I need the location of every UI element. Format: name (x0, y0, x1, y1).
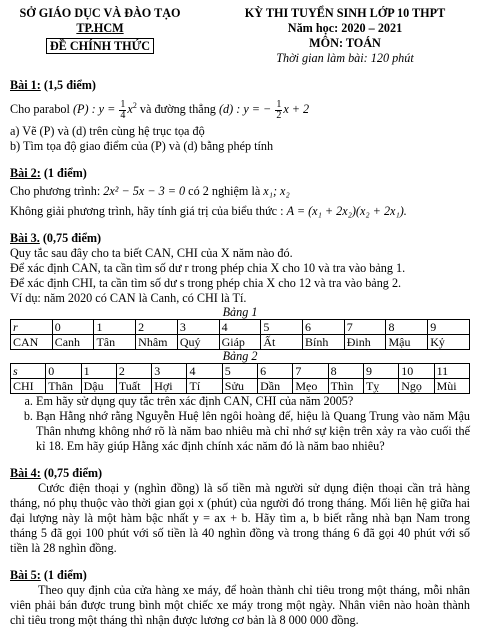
table-cell: Bính (303, 334, 345, 349)
table-cell: 0 (52, 319, 94, 334)
exam-title: KỲ THI TUYỂN SINH LỚP 10 THPT (244, 6, 446, 20)
table-cell: 5 (222, 363, 257, 378)
problem-5-title: Bài 5: (1 điểm) (10, 567, 87, 582)
table-cell: 1 (94, 319, 136, 334)
exam-header (10, 6, 470, 66)
problem-3-b: b. Bạn Hằng nhớ rằng Nguyễn Huệ lên ngôi hoàng đế, hiệu là Quang Trung vào năm Mậu Thân nhưng không nhớ rõ là năm bao nhiêu mà chỉ nhớ sự kiện trên xảy ra vào cuối thế kỉ 18. Em hãy giúp Hằng xác định chính xác năm đó là năm bao nhiêu? (36, 409, 470, 454)
table-cell: 2 (136, 319, 178, 334)
subject: MÔN: TOÁN (309, 36, 381, 50)
table-cell: Mùi (434, 378, 469, 393)
table-cell: Tỵ (363, 378, 398, 393)
fraction-half: $\frac{1}{2}$ (276, 98, 282, 121)
table-cell: 6 (303, 319, 345, 334)
table-1-caption: Bảng 1 (222, 304, 258, 319)
table-cell: CHI (11, 378, 46, 393)
official-label: ĐỀ CHÍNH THỨC (46, 38, 154, 54)
table-cell: Canh (52, 334, 94, 349)
problem-3-a: a. Em hãy sử dụng quy tắc trên xác định CAN, CHI của năm 2005? (36, 394, 470, 409)
table-cell: 4 (187, 363, 222, 378)
problem-3 (10, 231, 470, 454)
dept-name: SỞ GIÁO DỤC VÀ ĐÀO TẠO (19, 6, 181, 20)
problem-1-a: a) Vẽ (P) và (d) trên cùng hệ trục tọa độ (10, 123, 205, 138)
problem-1-title: Bài 1: (1,5 điểm) (10, 78, 96, 92)
table-cell: 4 (219, 319, 261, 334)
table-cell: Tí (187, 378, 222, 393)
problem-1 (10, 78, 470, 154)
table-cell: 8 (386, 319, 428, 334)
table-cell: 6 (258, 363, 293, 378)
table-cell: 10 (399, 363, 434, 378)
table-cell: 8 (328, 363, 363, 378)
problem-3-title: Bài 3. (0,75 điểm) (10, 230, 102, 245)
table-cell: 1 (81, 363, 116, 378)
problem-2 (10, 166, 470, 219)
chi-table (10, 363, 470, 394)
city-name: TP.HCM (76, 21, 124, 35)
table-cell: r (11, 319, 53, 334)
table-cell: Mậu (386, 334, 428, 349)
problem-2-line1: Cho phương trình: 2x² − 5x − 3 = 0 có 2 nghiệm là x₁; x₂ (10, 183, 290, 198)
table-cell: Sửu (222, 378, 257, 393)
header-left (10, 6, 190, 66)
problem-3-questions (10, 394, 470, 454)
problem-3-p4: Ví dụ: năm 2020 có CAN là Canh, có CHI là Tí. (10, 290, 247, 305)
school-year: Năm học: 2020 – 2021 (287, 21, 403, 35)
problem-4 (10, 466, 470, 556)
table-cell: Giáp (219, 334, 261, 349)
problem-3-p2: Để xác định CAN, ta cần tìm số dư r trong phép chia X cho 10 và tra vào bảng 1. (10, 260, 406, 275)
problem-4-title: Bài 4: (0,75 điểm) (10, 465, 103, 480)
problem-3-p3: Để xác định CHI, ta cần tìm số dư s trong phép chia X cho 12 và tra vào bảng 2. (10, 275, 402, 290)
table-cell: s (11, 363, 46, 378)
table-cell: 9 (363, 363, 398, 378)
table-1-head-row (11, 319, 470, 334)
table-cell: Nhâm (136, 334, 178, 349)
table-cell: Đinh (344, 334, 386, 349)
table-cell: 3 (177, 319, 219, 334)
table-cell: 2 (116, 363, 151, 378)
table-cell: Tuất (116, 378, 151, 393)
table-cell: 3 (152, 363, 187, 378)
can-table (10, 319, 470, 350)
problem-4-text: Cước điện thoại y (nghìn đồng) là số tiền mà người sử dụng điện thoại cần trả hàng tháng, nó phụ thuộc vào thời gian gọi x (phút) của người đó trong tháng. Mối liên hệ giữa hai đại lượng này là một hàm bậc nhất y = ax + b. Hãy tìm a, b biết rằng nhà bạn Nam trong tháng 5 đã gọi 100 phút với số tiền là 40 nghìn đồng và trong tháng 6 đã gọi 40 phút với số tiền là 28 nghìn đồng. (10, 480, 470, 555)
problem-5-text: Theo quy định của cửa hàng xe máy, để hoàn thành chỉ tiêu trong một tháng, mỗi nhân viên phải bán được trung bình một chiếc xe máy trong một ngày. Nhân viên nào hoàn thành chỉ tiêu trong một tháng thì nhận được lương cơ bản là 8 000 000 đồng. (10, 582, 470, 627)
table-cell: Ất (261, 334, 303, 349)
table-cell: Mẹo (293, 378, 328, 393)
table-cell: 7 (293, 363, 328, 378)
table-2-value-row (11, 378, 470, 393)
problem-2-line2: Không giải phương trình, hãy tính giá trị của biểu thức : A = (x₁ + 2x₂)(x₂ + 2x₁). (10, 203, 407, 218)
problem-3-p1: Quy tắc sau đây cho ta biết CAN, CHI của X năm nào đó. (10, 245, 293, 260)
problem-2-title: Bài 2: (1 điểm) (10, 165, 87, 180)
fraction-quarter: $\frac{1}{4}$ (120, 98, 126, 121)
table-cell: Thân (46, 378, 81, 393)
table-2-caption: Bảng 2 (222, 348, 258, 363)
problem-1-statement: Cho parabol (P) : y = $\frac{1}{4}$ $x^2$ và đường thẳng (d) : y = − $\frac{1}{2}$ x + 2 (10, 98, 310, 121)
table-cell: Ngọ (399, 378, 434, 393)
table-cell: 0 (46, 363, 81, 378)
table-cell: Kỷ (428, 334, 470, 349)
table-cell: 5 (261, 319, 303, 334)
table-1-value-row (11, 334, 470, 349)
problem-5 (10, 568, 470, 628)
header-right (220, 6, 470, 66)
table-cell: Tân (94, 334, 136, 349)
table-cell: Dậu (81, 378, 116, 393)
table-cell: 9 (428, 319, 470, 334)
table-cell: 7 (344, 319, 386, 334)
table-2-head-row (11, 363, 470, 378)
table-cell: CAN (11, 334, 53, 349)
table-cell: Quý (177, 334, 219, 349)
table-cell: Dần (258, 378, 293, 393)
problem-1-b: b) Tìm tọa độ giao điểm của (P) và (d) bằng phép tính (10, 138, 274, 153)
table-cell: 11 (434, 363, 469, 378)
table-cell: Hợi (152, 378, 187, 393)
exam-time: Thời gian làm bài: 120 phút (276, 51, 414, 65)
table-cell: Thìn (328, 378, 363, 393)
